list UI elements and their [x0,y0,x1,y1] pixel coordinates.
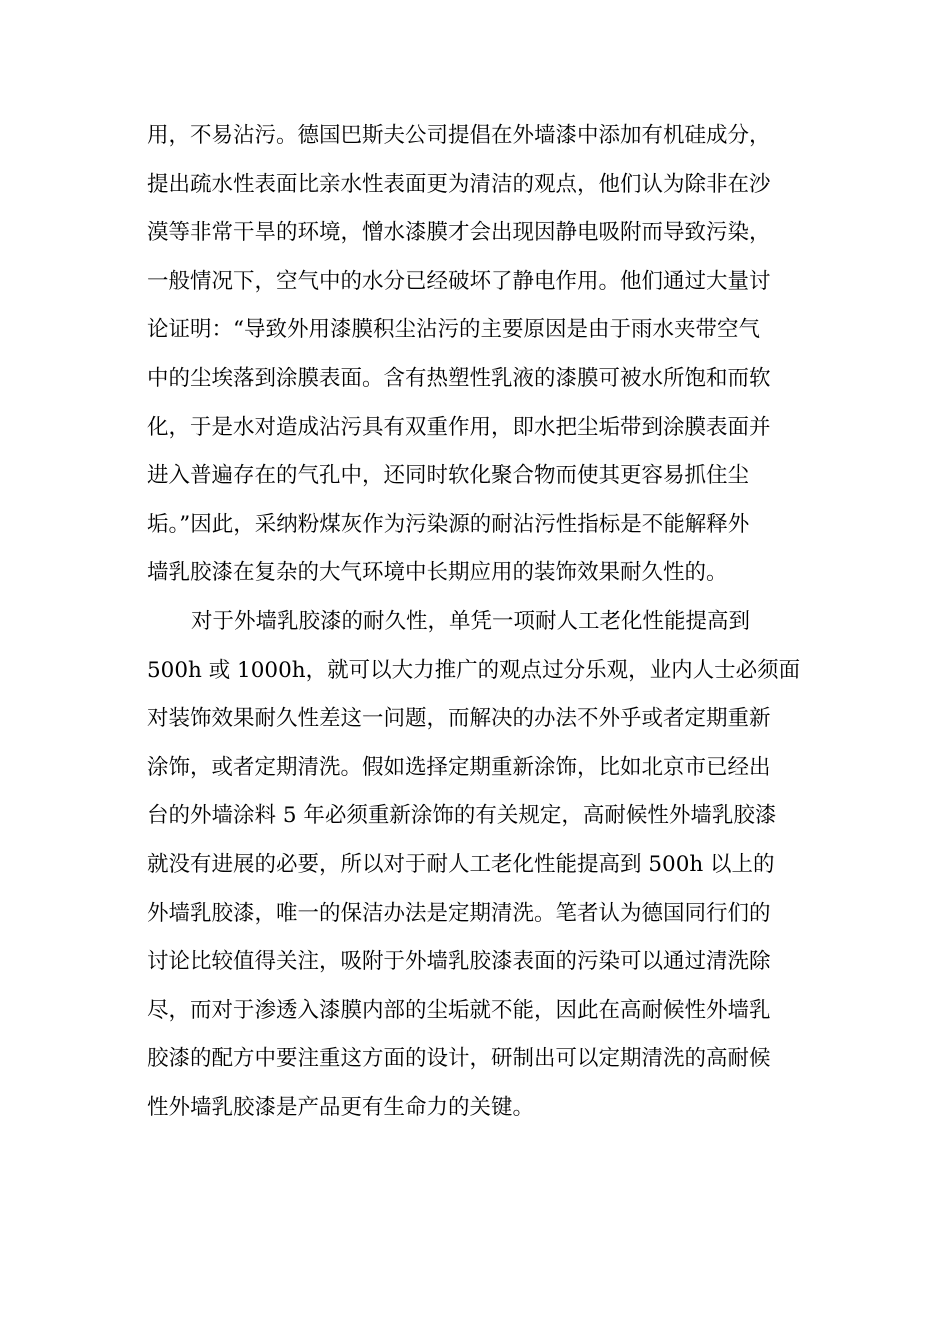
text-line: 对装饰效果耐久性差这一问题，而解决的办法不外乎或者定期重新 [147,706,771,732]
text-line: 漠等非常干旱的环境，憎水漆膜才会出现因静电吸附而导致污染， [147,220,771,246]
text-line: 用，不易沾污。德国巴斯夫公司提倡在外墙漆中添加有机硅成分， [147,123,771,148]
text-line: 胶漆的配方中要注重这方面的设计，研制出可以定期清洗的高耐候 [147,1046,771,1072]
text-line: 尽，而对于渗透入漆膜内部的尘垢就不能，因此在高耐候性外墙乳 [147,997,771,1023]
text-line: 500h 或 1000h，就可以大力推广的观点过分乐观，业内人士必须面 [147,657,801,683]
text-line: 性外墙乳胶漆是产品更有生命力的关键。 [147,1094,535,1120]
text-line: 外墙乳胶漆，唯一的保洁办法是定期清洗。笔者认为德国同行们的 [147,900,771,926]
text-line: 进入普遍存在的气孔中，还同时软化聚合物而使其更容易抓住尘 [147,463,750,489]
text-line: 一般情况下，空气中的水分已经破坏了静电作用。他们通过大量讨 [147,268,771,294]
paragraph-continued [147,112,803,598]
document-body [147,112,803,1132]
text-line: 就没有进展的必要，所以对于耐人工老化性能提高到 500h 以上的 [147,851,775,877]
text-line: 中的尘埃落到涂膜表面。含有热塑性乳液的漆膜可被水所饱和而软 [147,365,771,391]
text-line-indented: 对于外墙乳胶漆的耐久性，单凭一项耐人工老化性能提高到 [191,608,751,634]
text-line: 墙乳胶漆在复杂的大气环境中长期应用的装饰效果耐久性的。 [147,560,728,586]
text-line: 化，于是水对造成沾污具有双重作用，即水把尘垢带到涂膜表面并 [147,414,771,440]
text-line: 垢。”因此，采纳粉煤灰作为污染源的耐沾污性指标是不能解释外 [147,511,750,537]
text-line: 论证明：“导致外用漆膜积尘沾污的主要原因是由于雨水夹带空气 [147,317,760,343]
text-line: 提出疏水性表面比亲水性表面更为清洁的观点，他们认为除非在沙 [147,171,771,197]
paragraph-durability [147,598,803,1133]
text-line: 讨论比较值得关注，吸附于外墙乳胶漆表面的污染可以通过清洗除 [147,949,771,975]
text-line: 涂饰，或者定期清洗。假如选择定期重新涂饰，比如北京市已经出 [147,754,771,780]
text-line: 台的外墙涂料 5 年必须重新涂饰的有关规定，高耐候性外墙乳胶漆 [147,803,777,829]
